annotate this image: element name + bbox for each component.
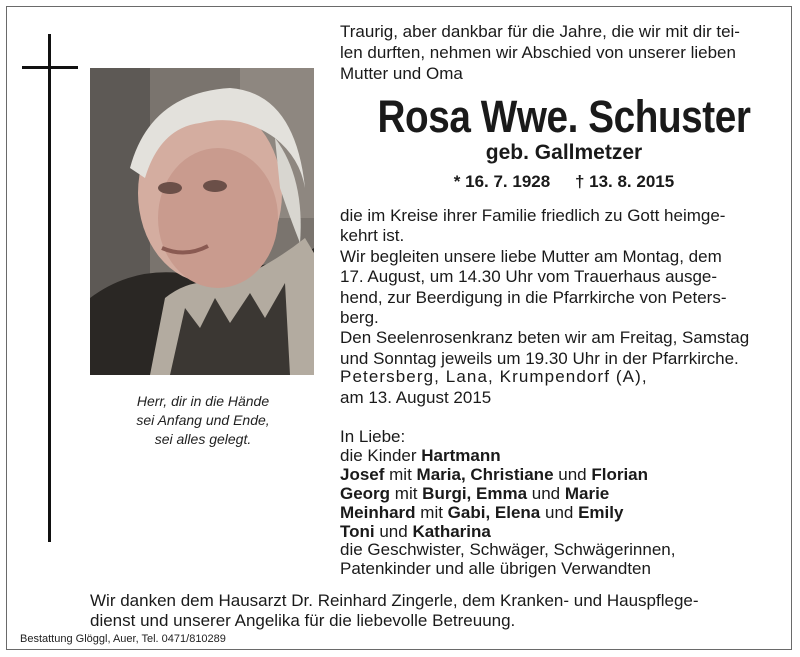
cross-icon <box>48 34 51 542</box>
thanks-line: Wir danken dem Hausarzt Dr. Reinhard Zingerle, dem Kranken- und Hauspflege- <box>90 591 699 610</box>
birth-name: geb. Gallmetzer <box>485 141 643 164</box>
date-line: am 13. August 2015 <box>340 388 492 407</box>
birth-date: * 16. 7. 1928 <box>453 172 551 191</box>
deceased-name: Rosa Wwe. Schuster <box>377 91 751 142</box>
body-line: 17. August, um 14.30 Uhr vom Trauerhaus ausge- <box>340 267 718 287</box>
thanks-text <box>90 591 699 631</box>
mourner-line <box>340 485 675 504</box>
intro-text <box>340 21 740 84</box>
intro-line: Mutter und Oma <box>340 64 463 83</box>
text-fragment: mit <box>384 464 417 484</box>
mourner-line <box>340 466 675 485</box>
verse-line: Herr, dir in die Hände <box>136 393 270 409</box>
text-fragment: und <box>527 483 565 503</box>
announcement-text <box>340 206 749 369</box>
body-line: Wir begleiten unsere liebe Mutter am Montag, dem <box>340 246 722 266</box>
life-dates <box>340 172 788 192</box>
verse <box>92 392 314 449</box>
mourner-name: Josef <box>340 464 385 484</box>
relatives-line: die Geschwister, Schwäger, Schwägerinnen, <box>340 540 676 560</box>
mourner-name: Marie <box>564 483 610 503</box>
relatives-line: Patenkinder und alle übrigen Verwandten <box>340 559 651 579</box>
place-date <box>340 366 648 408</box>
mourner-name: Georg <box>340 483 391 503</box>
body-line: hend, zur Beerdigung in die Pfarrkirche von Peters- <box>340 287 727 307</box>
mourner-line <box>340 447 675 466</box>
verse-line: sei alles gelegt. <box>154 431 252 447</box>
body-line: und Sonntag jeweils um 19.30 Uhr in der Pfarrkirche. <box>340 348 739 368</box>
text-fragment: und <box>540 502 579 522</box>
funeral-home-credit: Bestattung Glöggl, Auer, Tel. 0471/810289 <box>20 633 226 645</box>
body-line: die im Kreise ihrer Familie friedlich zu Gott heimge- <box>340 206 726 225</box>
mourner-name: Maria, Christiane <box>416 464 554 484</box>
mourner-name: Gabi, Elena <box>447 502 541 522</box>
mourner-name: Emily <box>578 502 624 522</box>
intro-line: len durften, nehmen wir Abschied von unserer lieben <box>340 43 736 62</box>
mourner-name: Burgi, Emma <box>422 483 528 503</box>
text-fragment: mit <box>415 502 448 522</box>
cross-icon-bar <box>22 66 78 69</box>
text-fragment: und <box>553 464 592 484</box>
body-line: Den Seelenrosenkranz beten wir am Freitag, Samstag <box>340 328 750 348</box>
mourner-line <box>340 523 675 542</box>
body-line: kehrt ist. <box>340 226 405 246</box>
mourner-name: Meinhard <box>340 502 416 522</box>
mourner-name: Hartmann <box>421 445 501 465</box>
love-intro: In Liebe: <box>340 427 406 446</box>
text-fragment: und <box>374 521 413 541</box>
mourner-name: Toni <box>340 521 375 541</box>
intro-line: Traurig, aber dankbar für die Jahre, die wir mit dir tei- <box>340 22 740 41</box>
place-line: Petersberg, Lana, Krumpendorf (A), <box>340 367 648 386</box>
thanks-line: dienst und unserer Angelika für die liebevolle Betreuung. <box>90 611 516 630</box>
mourner-line <box>340 504 675 523</box>
body-line: berg. <box>340 308 379 328</box>
portrait-photo <box>90 68 314 375</box>
death-date: † 13. 8. 2015 <box>574 172 675 191</box>
mourner-name: Katharina <box>412 521 491 541</box>
text-fragment: mit <box>390 483 423 503</box>
mourner-name: Florian <box>591 464 649 484</box>
verse-line: sei Anfang und Ende, <box>136 412 270 428</box>
mourners-list <box>340 428 675 579</box>
text-fragment: die Kinder <box>340 445 422 465</box>
